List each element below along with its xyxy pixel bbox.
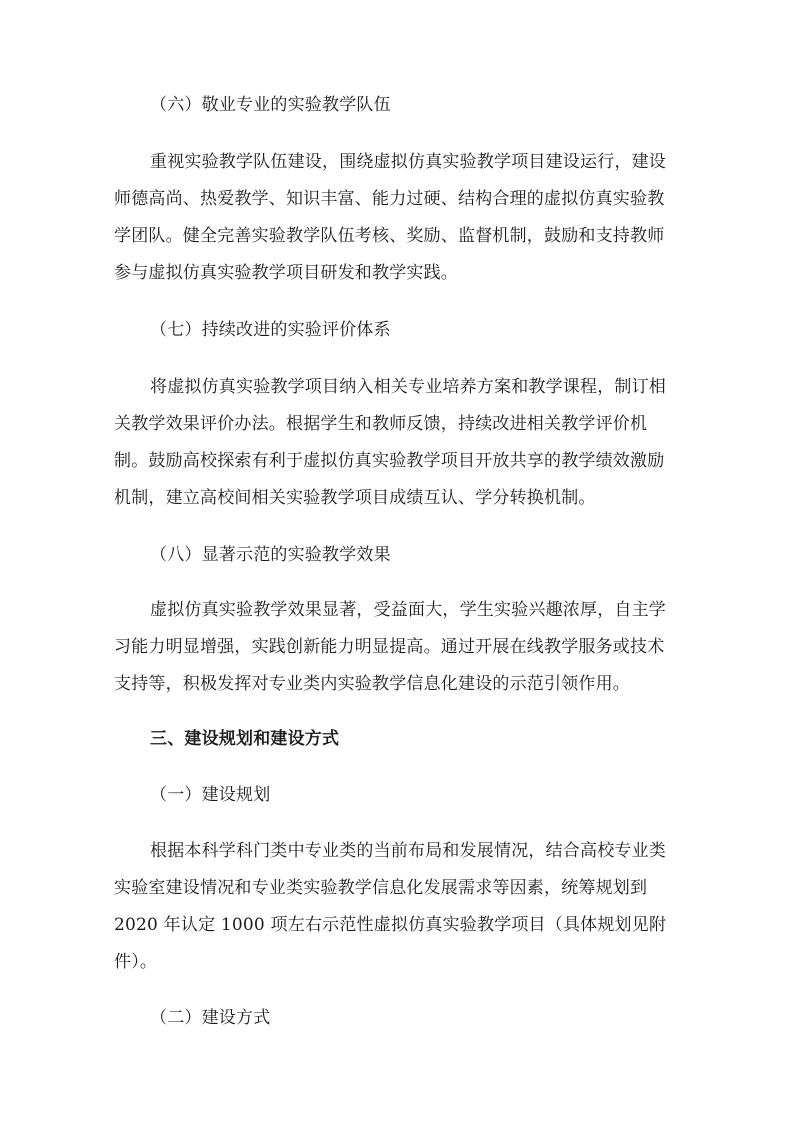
chapter-heading: 三、建设规划和建设方式 xyxy=(150,729,340,749)
section-heading-7: （七）持续改进的实验评价体系 xyxy=(150,320,391,340)
paragraph-line: 2020 年认定 1000 项左右示范性虚拟仿真实验教学项目（具体规划见附 xyxy=(114,915,667,935)
paragraph-line: 参与虚拟仿真实验教学项目研发和教学实践。 xyxy=(114,263,458,283)
paragraph-line: 件）。 xyxy=(114,952,158,972)
paragraph-line: 将虚拟仿真实验教学项目纳入相关专业培养方案和教学课程，制订相 xyxy=(150,377,666,397)
paragraph-line: 虚拟仿真实验教学效果显著，受益面大，学生实验兴趣浓厚，自主学 xyxy=(150,600,666,620)
section-heading-6: （六）敬业专业的实验教学队伍 xyxy=(150,95,391,115)
paragraph-line: 重视实验教学队伍建设，围绕虚拟仿真实验教学项目建设运行，建设 xyxy=(150,152,666,172)
paragraph-line: 支持等，积极发挥对专业类内实验教学信息化建设的示范引领作用。 xyxy=(114,674,630,694)
paragraph-line: 机制，建立高校间相关实验教学项目成绩互认、学分转换机制。 xyxy=(114,488,596,508)
subsection-heading-1: （一）建设规划 xyxy=(150,785,271,805)
subsection-heading-2: （二）建设方式 xyxy=(150,1008,271,1028)
paragraph-line: 学团队。健全完善实验教学队伍考核、奖励、监督机制，鼓励和支持教师 xyxy=(114,226,665,246)
paragraph-line: 实验室建设情况和专业类实验教学信息化发展需求等因素，统筹规划到 xyxy=(114,878,648,898)
paragraph-line: 习能力明显增强，实践创新能力明显提高。通过开展在线教学服务或技术 xyxy=(114,637,665,657)
paragraph-line: 关教学效果评价办法。根据学生和教师反馈，持续改进相关教学评价机 xyxy=(114,414,648,434)
paragraph-line: 根据本科学科门类中专业类的当前布局和发展情况，结合高校专业类 xyxy=(150,841,666,861)
paragraph-line: 师德高尚、热爱教学、知识丰富、能力过硬、结构合理的虚拟仿真实验教 xyxy=(114,189,665,209)
section-heading-8: （八）显著示范的实验教学效果 xyxy=(150,545,391,565)
paragraph-line: 制。鼓励高校探索有利于虚拟仿真实验教学项目开放共享的教学绩效激励 xyxy=(114,451,665,471)
